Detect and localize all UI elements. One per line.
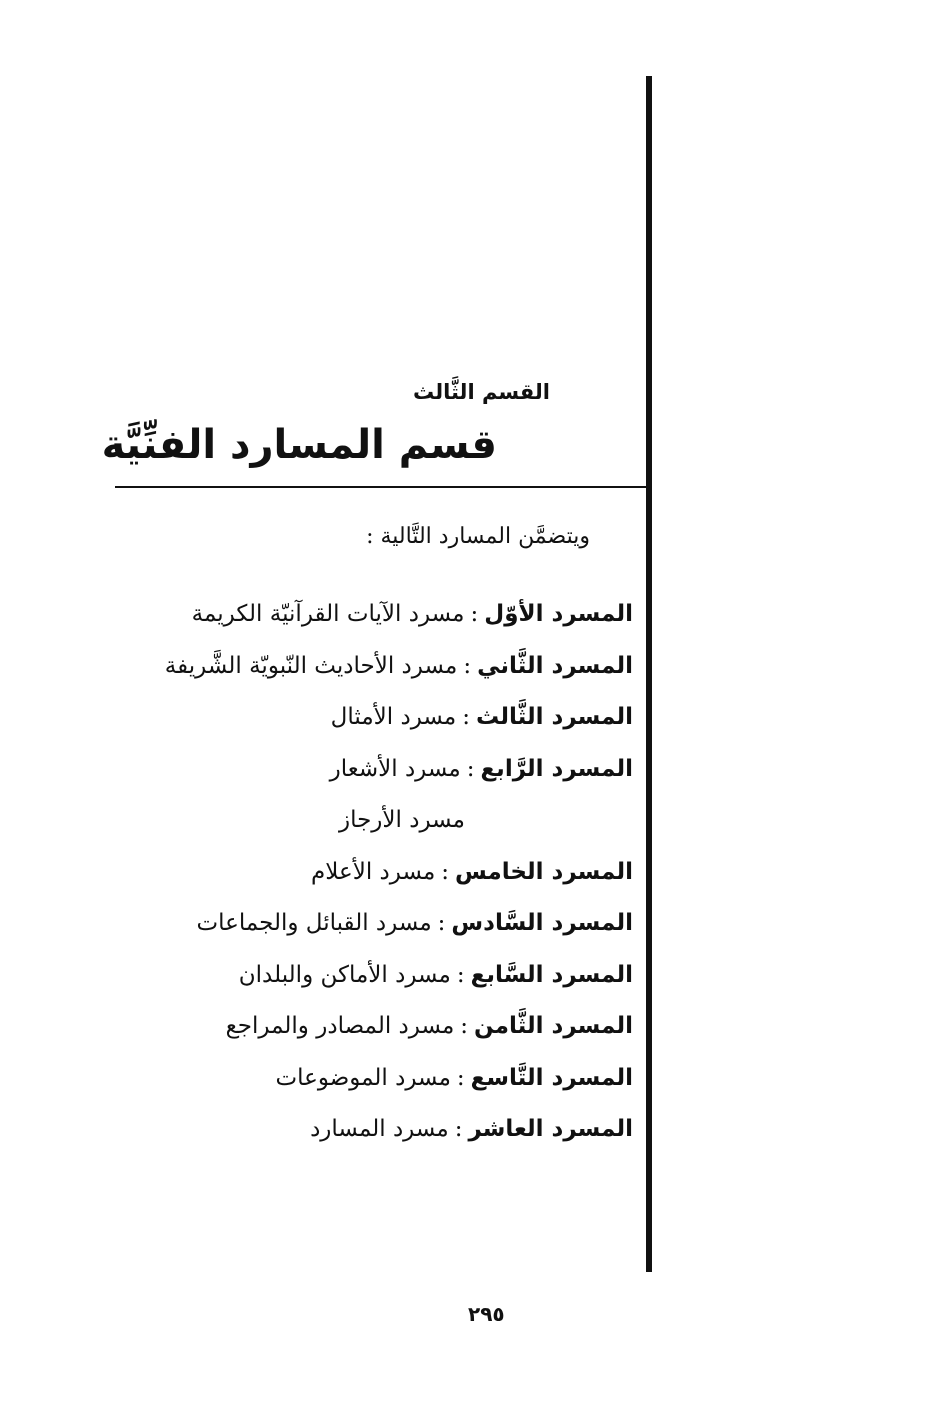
index-entry-text: مسرد الأماكن والبلدان <box>238 961 451 988</box>
index-entry-text: مسرد الأحاديث النّبويّة الشَّريفة <box>164 652 458 679</box>
horizontal-rule <box>115 486 652 488</box>
index-entry-label: المسرد السَّادس <box>451 910 633 936</box>
index-entry-label: المسرد الثَّاني <box>477 652 633 679</box>
index-list <box>73 594 633 1161</box>
index-entry-colon: : <box>463 652 472 679</box>
index-entry-8 <box>73 1006 633 1058</box>
index-entry-text: مسرد الآيات القرآنيّة الكريمة <box>191 601 465 627</box>
index-entry-colon: : <box>456 961 465 988</box>
index-entry-label: المسرد العاشر <box>468 1116 633 1142</box>
index-entry-text: مسرد القبائل والجماعات <box>196 910 432 936</box>
index-entry-colon: : <box>462 704 470 730</box>
index-entry-label: المسرد التَّاسع <box>470 1064 633 1091</box>
index-entry-colon: : <box>460 1013 469 1039</box>
index-entry-colon: : <box>454 1116 463 1142</box>
index-entry-1 <box>73 594 633 646</box>
index-entry-text: مسرد الأشعار <box>329 755 461 782</box>
index-entry-label: المسرد الأوّل <box>484 601 633 627</box>
vertical-rule <box>646 76 652 1272</box>
index-entry-colon: : <box>441 858 450 885</box>
index-entry-label: المسرد الثَّامن <box>474 1013 633 1039</box>
index-entry-text: مسرد المسارد <box>310 1116 449 1142</box>
index-entry-3 <box>73 697 633 749</box>
index-entry-4 <box>73 749 633 801</box>
index-entry-colon: : <box>470 601 479 627</box>
intro-text: ويتضمَّن المسارد التَّالية : <box>366 524 590 549</box>
index-entry-9 <box>73 1058 633 1110</box>
index-entry-label: المسرد الخامس <box>455 858 633 885</box>
index-entry-colon: : <box>437 910 446 936</box>
index-entry-2 <box>73 646 633 698</box>
index-entry-6 <box>73 903 633 955</box>
index-entry-10 <box>73 1109 633 1161</box>
index-entry-7 <box>73 955 633 1007</box>
index-entry-colon: : <box>466 755 475 782</box>
index-entry-text: مسرد الموضوعات <box>275 1064 451 1091</box>
index-entry-text: مسرد الأعلام <box>311 858 436 885</box>
section-label: القسم الثَّالث <box>412 380 550 404</box>
index-entry-text: مسرد المصادر والمراجع <box>225 1013 455 1039</box>
index-entry-text: مسرد الأمثال <box>330 704 457 730</box>
page-number: ٢٩٥ <box>468 1302 505 1326</box>
index-entry-text: مسرد الأرجاز <box>338 807 465 833</box>
index-entry-label: المسرد الثَّالث <box>476 704 633 730</box>
index-entry-colon: : <box>456 1064 465 1091</box>
index-entry-5 <box>73 852 633 904</box>
index-entry-label: المسرد الرَّابع <box>480 755 633 782</box>
index-entry-4-continuation <box>73 800 633 852</box>
index-entry-label: المسرد السَّابع <box>470 961 633 988</box>
section-title: قسم المسارد الفنِّيَّة <box>101 422 497 468</box>
